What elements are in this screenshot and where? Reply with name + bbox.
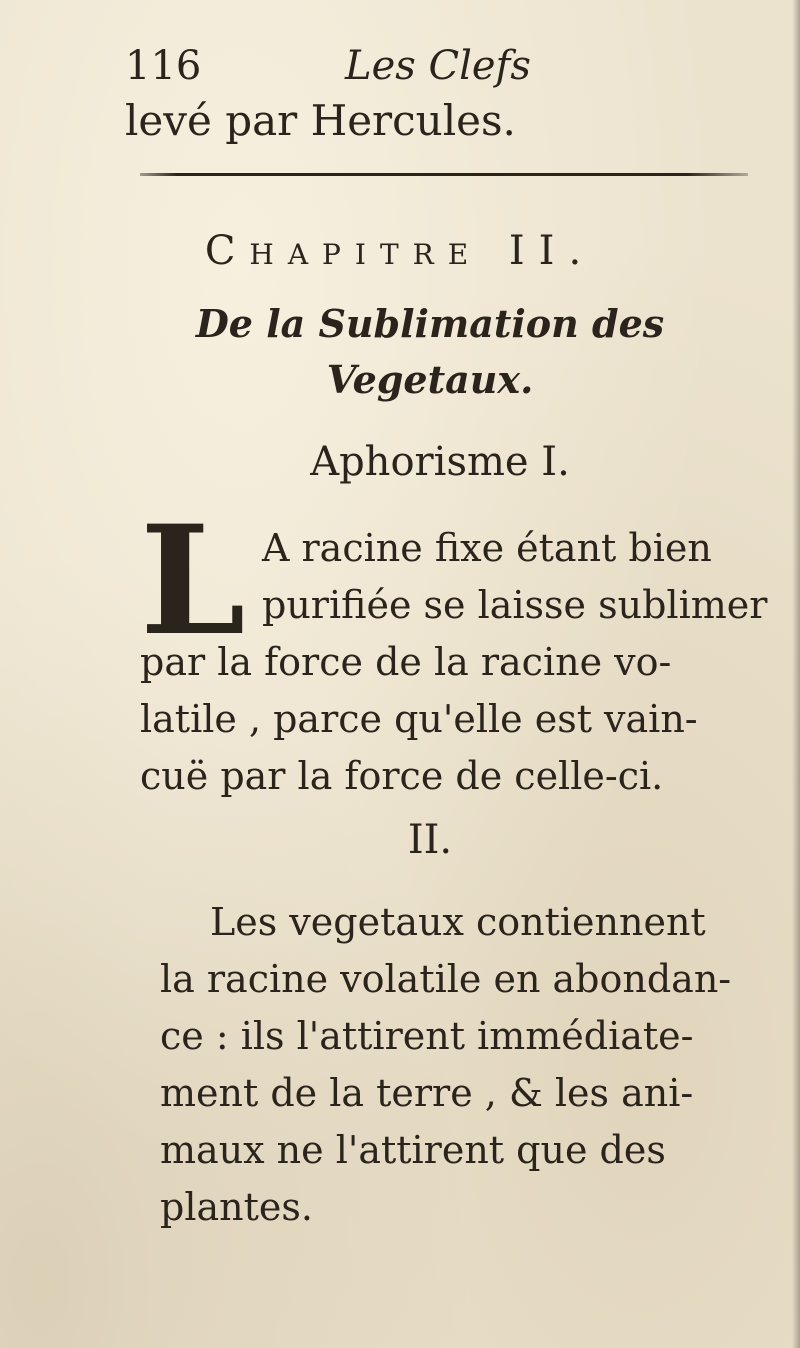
paragraph-line: cuë par la force de celle-ci.: [140, 754, 664, 798]
paragraph-line: maux ne l'attirent que des: [160, 1128, 666, 1172]
chapter-subtitle-line: De la Sublimation des: [195, 301, 665, 346]
paragraph-line: plantes.: [160, 1185, 313, 1229]
paragraph-line: purifiée se laisse sublimer: [262, 583, 768, 627]
drop-cap: L: [140, 493, 246, 669]
section-heading: II.: [407, 817, 453, 863]
running-title: Les Clefs: [345, 43, 531, 89]
paragraph-line: Les vegetaux contiennent: [210, 900, 706, 944]
chapter-divider-rule: [140, 173, 748, 176]
chapter-subtitle-line: Vegetaux.: [326, 357, 534, 402]
chapter-heading: Chapitre II.: [204, 228, 596, 274]
page-number: 116: [125, 43, 202, 89]
paragraph-line: latile , parce qu'elle est vain-: [140, 697, 698, 741]
paragraph-line: par la force de la racine vo-: [140, 640, 672, 684]
page-edge-shadow: [792, 0, 800, 1348]
paragraph-line: A racine fixe étant bien: [262, 526, 712, 570]
paragraph-line: ment de la terre , & les ani-: [160, 1071, 694, 1115]
aphorism-heading: Aphorisme I.: [310, 439, 570, 485]
paragraph-line: ce : ils l'attirent immédiate-: [160, 1014, 694, 1058]
carryover-line: levé par Hercules.: [125, 96, 516, 145]
chapter-subtitle: [150, 296, 710, 408]
running-head: [125, 42, 545, 90]
paragraph-line: la racine volatile en abondan-: [160, 957, 732, 1001]
